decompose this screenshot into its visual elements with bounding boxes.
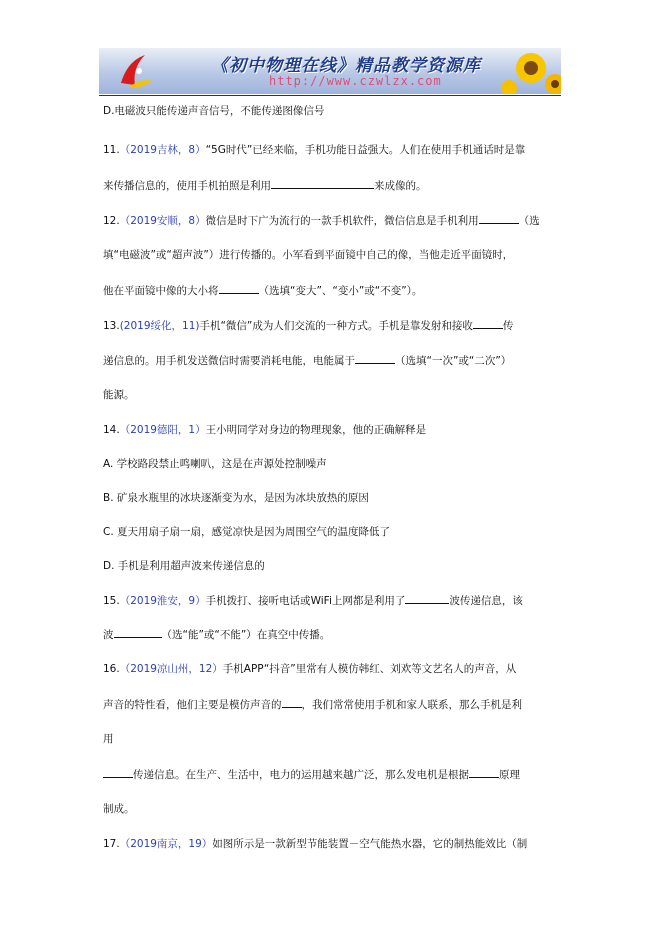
answer-blank[interactable]: [405, 593, 449, 604]
header-banner: [99, 48, 561, 94]
answer-blank[interactable]: [469, 767, 499, 778]
answer-blank[interactable]: [103, 767, 133, 778]
site-logo-icon: [115, 51, 155, 91]
question-14-option-d: D. 手机是利用超声波来传递信息的: [103, 560, 265, 572]
answer-blank[interactable]: [479, 213, 519, 224]
question-15-line-1: 15.（2019淮安，9）手机拨打、接听电话或WiFi上网都是利用了 波传递信息，该: [103, 595, 523, 607]
banner-url[interactable]: http://www.czwlzx.com: [269, 74, 442, 88]
header-rule: [99, 95, 561, 96]
question-13-line-2: 递信息的。用手机发送微信时需要消耗电能，电能属于 （选填“一次”或“二次”）: [103, 355, 512, 367]
option-d-line: D.电磁波只能传递声音信号，不能传递图像信号: [103, 105, 325, 117]
question-12-line-1: 12.（2019安顺，8）微信是时下广为流行的一款手机软件，微信信息是手机利用 （选: [103, 215, 540, 227]
question-12-line-2: 填“电磁波”或“超声波”）进行传播的。小军看到平面镜中自己的像，当他走近平面镜时，: [103, 249, 514, 261]
answer-blank[interactable]: [282, 697, 302, 708]
question-17-line-1: 17.（2019南京，19）如图所示是一款新型节能装置－空气能热水器，它的制热能效比（制: [103, 838, 528, 850]
question-11-line-2: 来传播信息的，使用手机拍照是利用 来成像的。: [103, 180, 427, 192]
question-14-option-c: C. 夏天用扇子扇一扇，感觉凉快是因为周围空气的温度降低了: [103, 526, 391, 538]
question-14-stem: 14.（2019德阳，1）王小明同学对身边的物理现象，他的正确解释是: [103, 424, 427, 436]
question-14-option-b: B. 矿泉水瓶里的冰块逐渐变为水，是因为冰块放热的原因: [103, 492, 369, 504]
question-15-line-2: 波 （选“能”或“不能”）在真空中传播。: [103, 629, 331, 641]
answer-blank[interactable]: [271, 178, 374, 189]
banner-title: 《初中物理在线》精品教学资源库: [211, 56, 481, 76]
question-16-line-5: 制成。: [103, 803, 135, 815]
question-12-line-3: 他在平面镜中像的大小将 （选填“变大”、“变小”或“不变”）。: [103, 285, 423, 297]
question-16-line-1: 16.（2019凉山州，12）手机APP“抖音”里常有人模仿韩红、刘欢等文艺名人的声音，从: [103, 663, 517, 675]
question-11-line-1: 11.（2019吉林，8）“5G时代”已经来临，手机功能日益强大。人们在使用手机通话时是靠: [103, 144, 526, 156]
answer-blank[interactable]: [355, 353, 395, 364]
answer-blank[interactable]: [219, 283, 259, 294]
question-14-option-a: A. 学校路段禁止鸣喇叭，这是在声源处控制噪声: [103, 458, 327, 470]
question-16-line-2: 声音的特性看，他们主要是模仿声音的 ，我们常常使用手机和家人联系，那么手机是利: [103, 699, 522, 711]
question-16-line-4: 传递信息。在生产、生活中，电力的运用越来越广泛，那么发电机是根据 原理: [103, 767, 520, 782]
question-13-line-3: 能源。: [103, 389, 135, 401]
sunflower-icon: [491, 48, 561, 94]
question-16-line-3: 用: [103, 733, 114, 745]
answer-blank[interactable]: [473, 318, 503, 329]
question-13-line-1: 13.(2019绥化，11)手机“微信”成为人们交流的一种方式。手机是靠发射和接收 传: [103, 320, 514, 332]
answer-blank[interactable]: [114, 627, 162, 638]
